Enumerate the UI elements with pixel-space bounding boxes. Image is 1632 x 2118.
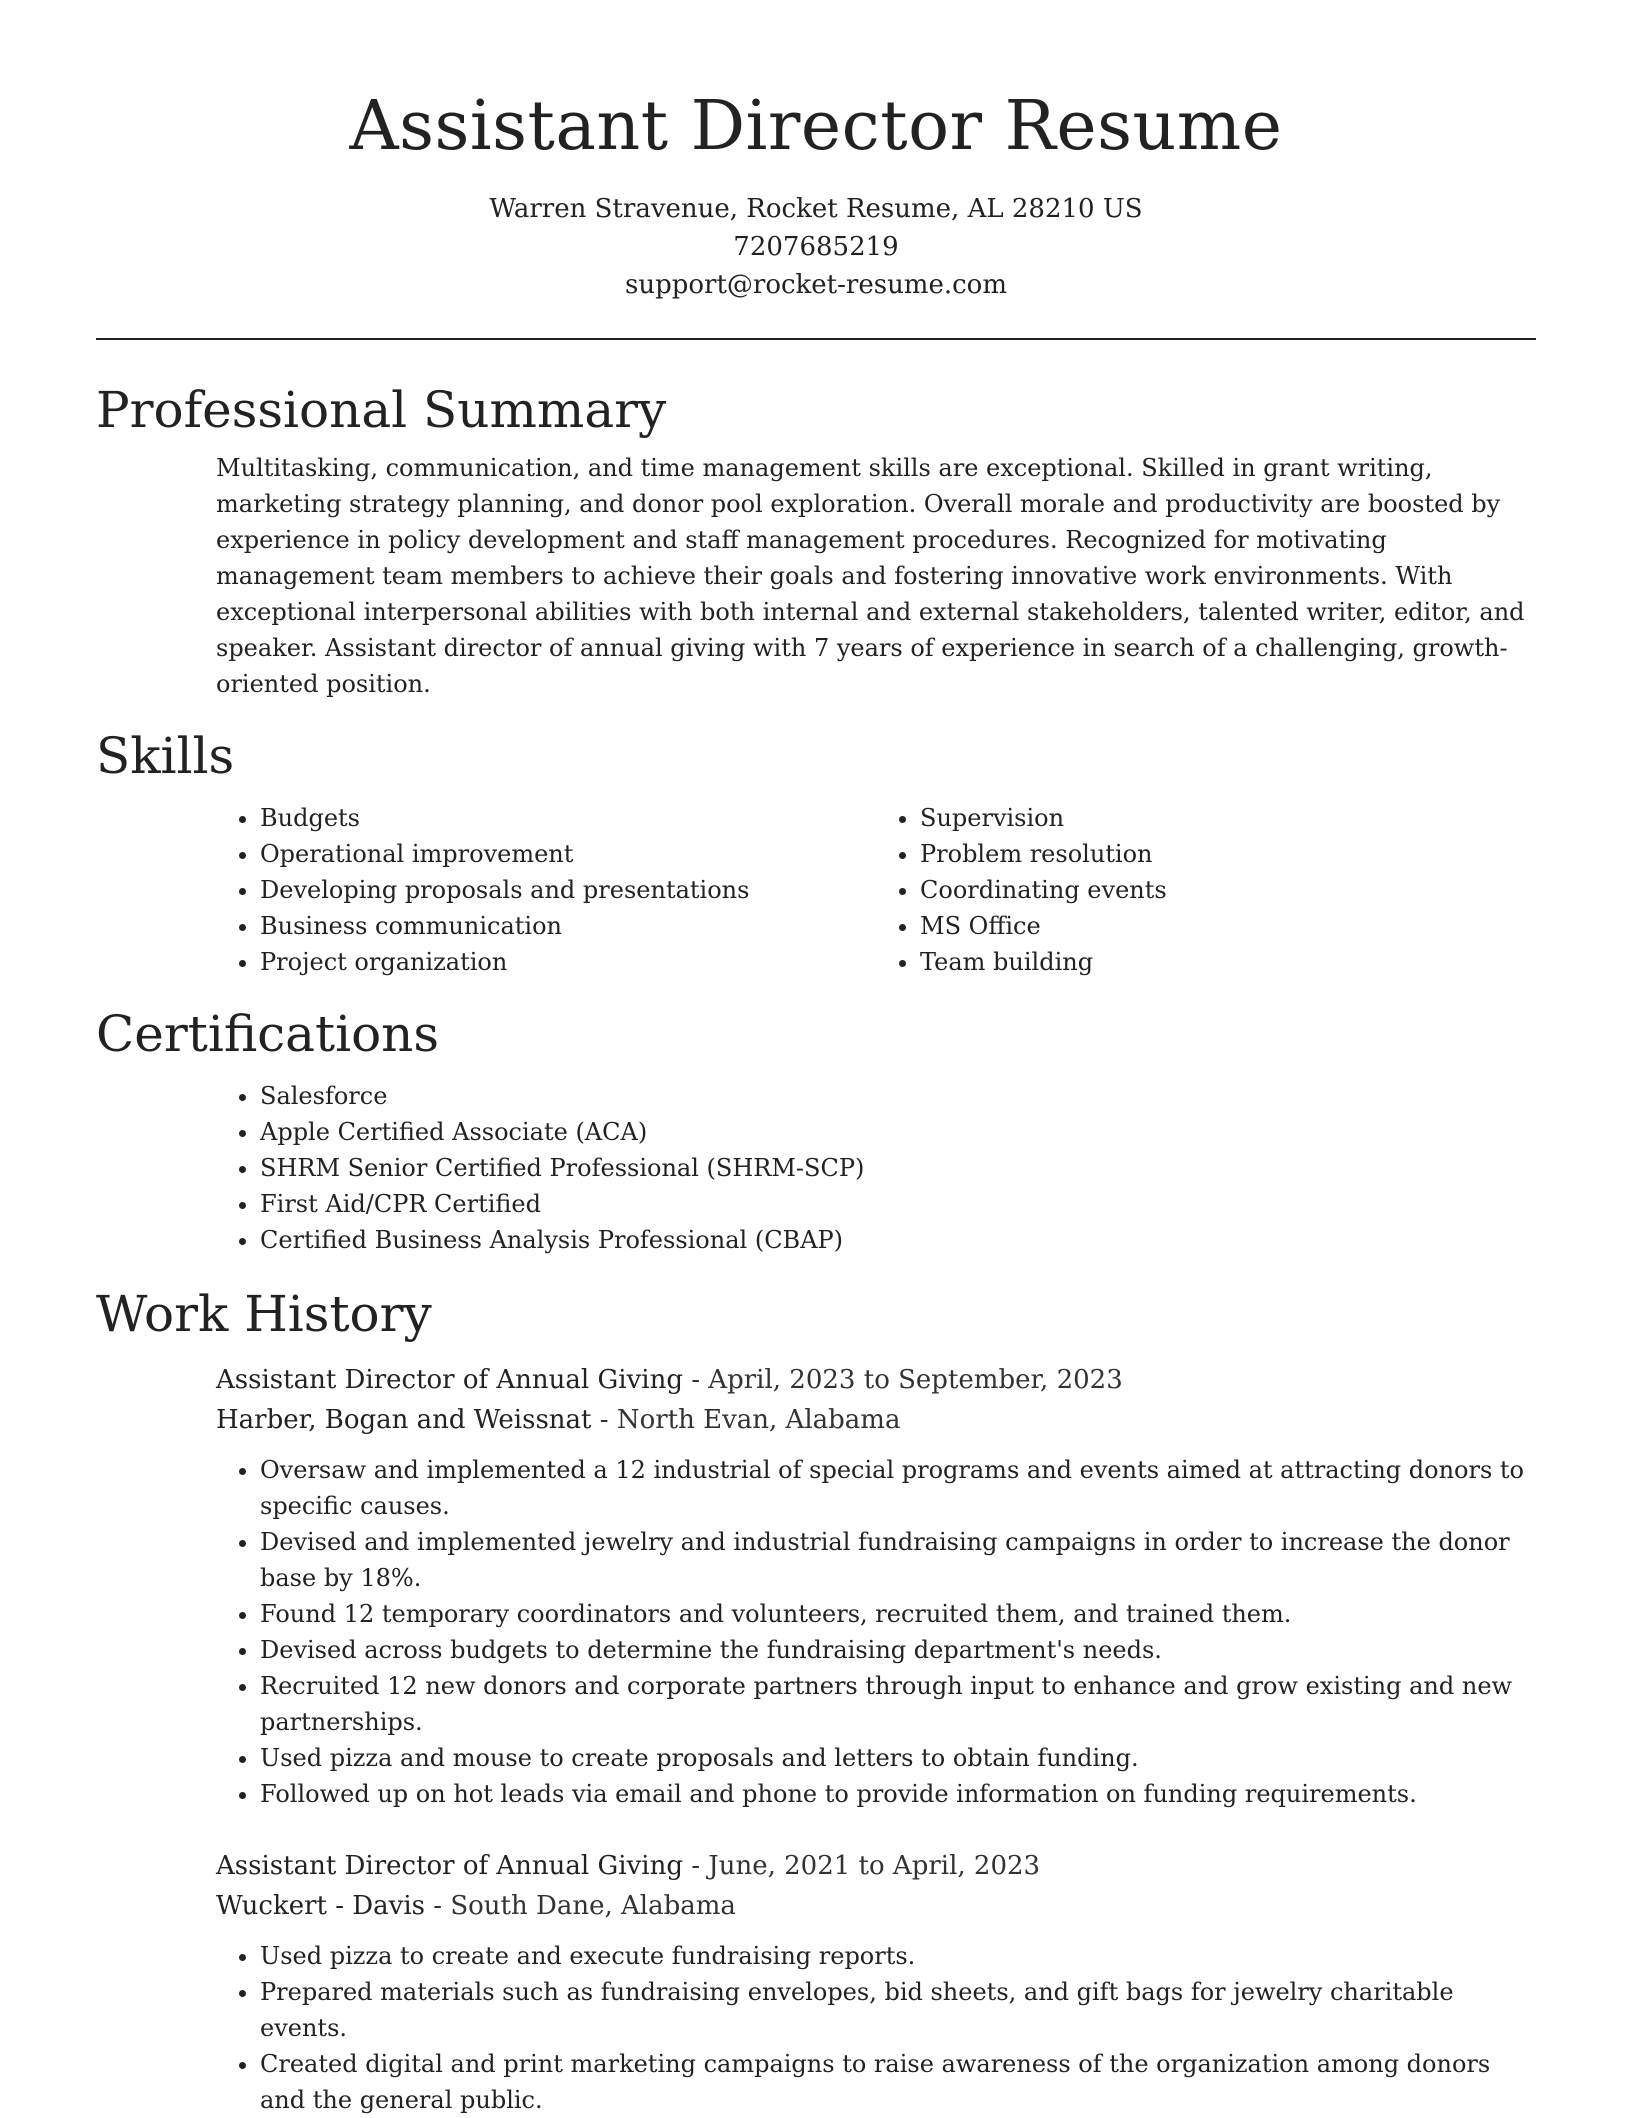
skill-item: • Coordinating events: [920, 872, 1536, 908]
skills-grid: [216, 800, 1536, 980]
skill-item: • Business communication: [260, 908, 876, 944]
job-company-line: [216, 1400, 1536, 1440]
job-bullet: • Used pizza to create and execute fundraising reports.: [260, 1938, 1536, 1974]
certifications-list: [216, 1078, 1536, 1258]
resume-header: [96, 0, 1536, 304]
job-company: Wuckert - Davis: [216, 1891, 426, 1921]
job-location: - South Dane, Alabama: [425, 1891, 736, 1921]
job-bullet: • Oversaw and implemented a 12 industrial of special programs and events aimed at attracting donors to specific causes.: [260, 1452, 1536, 1524]
work-history-heading: Work History: [96, 1285, 432, 1343]
skill-item: • MS Office: [920, 908, 1536, 944]
job-bullets: [216, 1938, 1536, 2118]
job-entry: [216, 1846, 1536, 2118]
certification-item: • First Aid/CPR Certified: [260, 1186, 1536, 1222]
job-title-line: [216, 1360, 1536, 1400]
job-entry: [216, 1360, 1536, 1812]
certification-item: • Certified Business Analysis Professional (CBAP): [260, 1222, 1536, 1258]
job-bullet: • Recruited 12 new donors and corporate partners through input to enhance and grow existing and new partnerships.: [260, 1668, 1536, 1740]
job-dates: - April, 2023 to September, 2023: [682, 1365, 1123, 1395]
job-dates: - June, 2021 to April, 2023: [682, 1851, 1041, 1881]
contact-phone: 7207685219: [733, 232, 899, 262]
skill-item: • Supervision: [920, 800, 1536, 836]
contact-block: [96, 190, 1536, 304]
job-bullet: • Devised and implemented jewelry and industrial fundraising campaigns in order to increase the donor base by 18%.: [260, 1524, 1536, 1596]
summary-heading: Professional Summary: [96, 381, 667, 439]
job-title-line: [216, 1846, 1536, 1886]
job-company-line: [216, 1886, 1536, 1926]
skill-item: • Developing proposals and presentations: [260, 872, 876, 908]
job-company: Harber, Bogan and Weissnat: [216, 1405, 592, 1435]
skill-item: • Problem resolution: [920, 836, 1536, 872]
job-bullets: [216, 1452, 1536, 1812]
skill-item: • Budgets: [260, 800, 876, 836]
header-divider: [96, 338, 1536, 340]
resume-page: [96, 0, 1536, 2118]
skill-item: • Operational improvement: [260, 836, 876, 872]
contact-email[interactable]: support@rocket-resume.com: [624, 270, 1007, 300]
skills-column-left: [216, 800, 876, 980]
job-bullet: • Found 12 temporary coordinators and volunteers, recruited them, and trained them.: [260, 1596, 1536, 1632]
certification-item: • Apple Certified Associate (ACA): [260, 1114, 1536, 1150]
job-bullet: • Devised across budgets to determine the fundraising department's needs.: [260, 1632, 1536, 1668]
job-title: Assistant Director of Annual Giving: [216, 1365, 683, 1395]
skill-item: • Project organization: [260, 944, 876, 980]
summary-text: Multitasking, communication, and time management skills are exceptional. Skilled in grant writing, marketing strategy planning, and donor pool exploration. Overall morale and productivity are boosted by experience in policy development and staff management procedures. Recognized for motivating management team members to achieve their goals and fostering innovative work environments. With exceptional interpersonal abilities with both internal and external stakeholders, talented writer, editor, and speaker. Assistant director of annual giving with 7 years of experience in search of a challenging, growth-oriented position.: [216, 454, 1525, 698]
skills-column-right: [876, 800, 1536, 980]
job-title: Assistant Director of Annual Giving: [216, 1851, 683, 1881]
certifications-heading: Certifications: [96, 1005, 440, 1063]
job-bullet: • Used pizza and mouse to create proposals and letters to obtain funding.: [260, 1740, 1536, 1776]
job-bullet: • Created digital and print marketing campaigns to raise awareness of the organization among donors and the general public.: [260, 2046, 1536, 2118]
certification-item: • SHRM Senior Certified Professional (SHRM-SCP): [260, 1150, 1536, 1186]
job-bullet: • Followed up on hot leads via email and phone to provide information on funding requirements.: [260, 1776, 1536, 1812]
job-location: - North Evan, Alabama: [591, 1405, 901, 1435]
contact-address: Warren Stravenue, Rocket Resume, AL 28210 US: [489, 194, 1143, 224]
resume-title: Assistant Director Resume: [349, 87, 1283, 166]
job-bullet: • Prepared materials such as fundraising envelopes, bid sheets, and gift bags for jewelry charitable events.: [260, 1974, 1536, 2046]
skills-heading: Skills: [96, 727, 235, 785]
skill-item: • Team building: [920, 944, 1536, 980]
certification-item: • Salesforce: [260, 1078, 1536, 1114]
